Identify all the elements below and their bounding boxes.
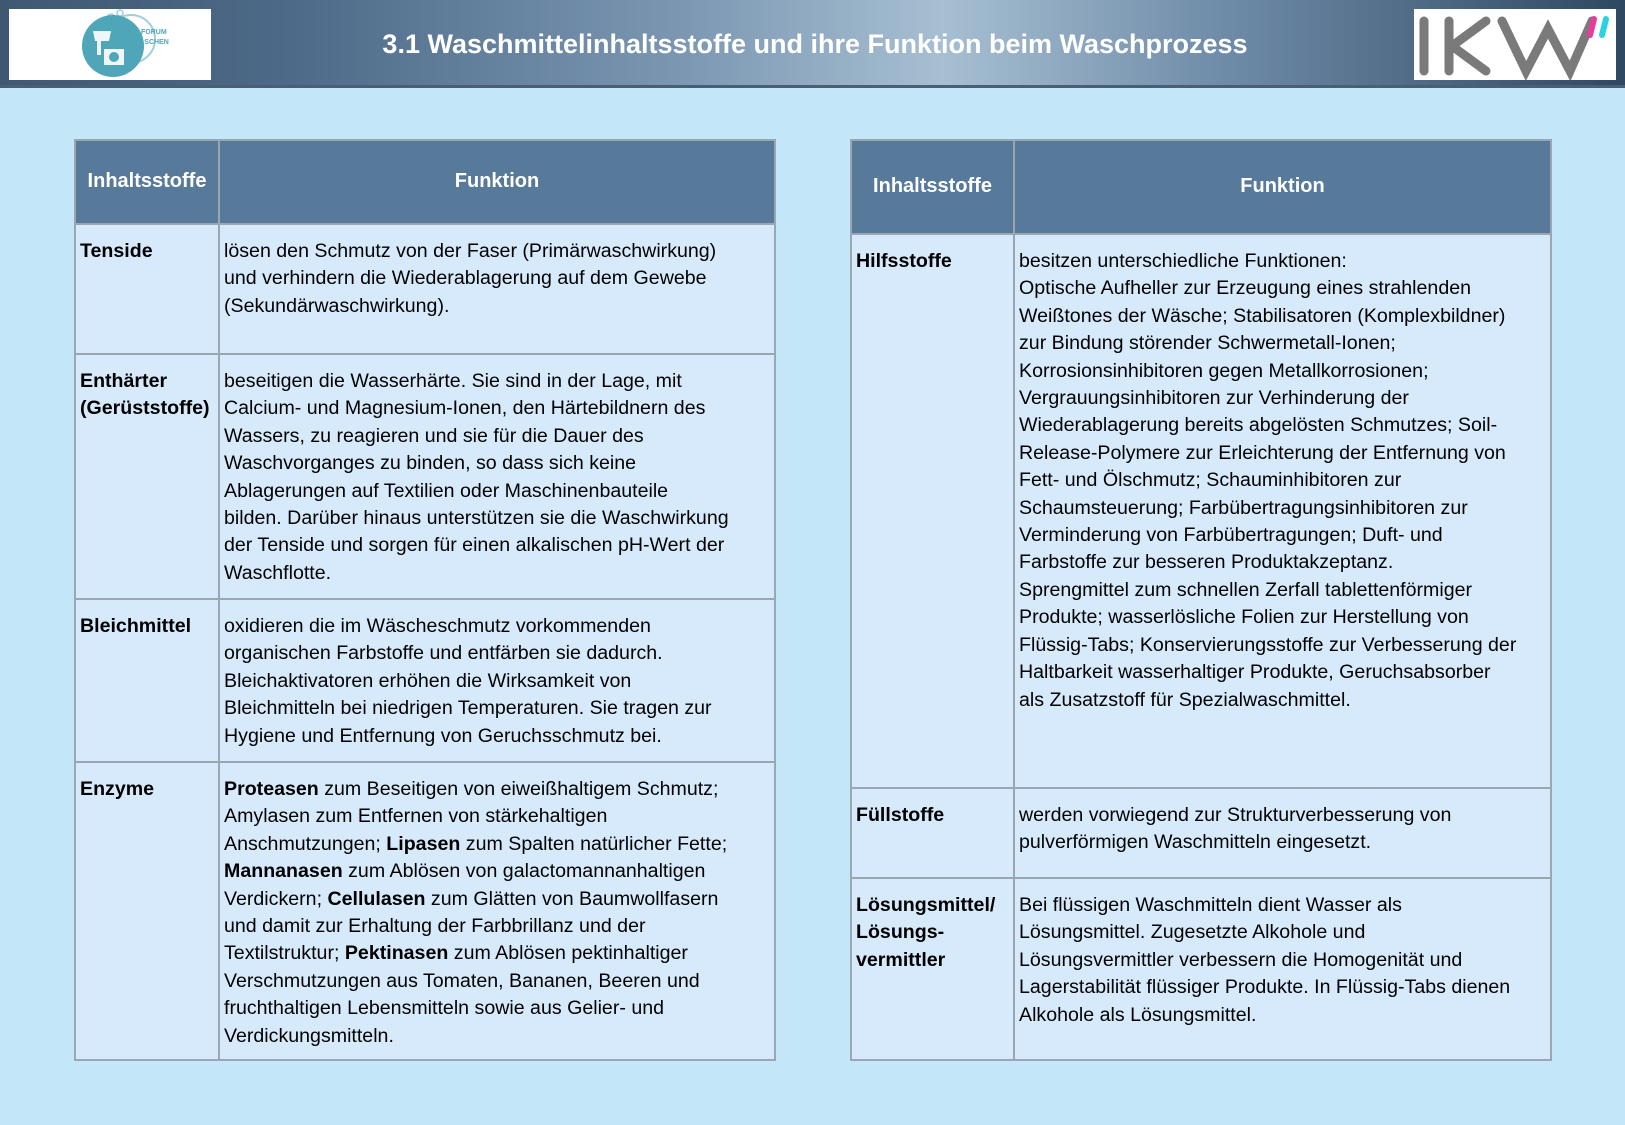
table-header-row xyxy=(75,140,775,224)
function-text-enthaerter: beseitigen die Wasserhärte. Sie sind in der Lage, mit Calcium- und Magnesium-Ionen, den Härtebildnern des Wassers, zu reagieren und sie für die Dauer des Waschvorganges zu binden, so dass sich keine Ablagerungen auf Textilien oder Maschinenbauteile bilden. Darüber hinaus unterstützen sie die Waschwirkung der Tenside und sorgen für einen alkalischen pH-Wert der Waschflotte. xyxy=(219,354,775,599)
ingredient-name-bleichmittel: Bleichmittel xyxy=(75,599,219,762)
function-text-bleichmittel: oxidieren die im Wäscheschmutz vorkommenden organischen Farbstoffe und entfärben sie dadurch. Bleichaktivatoren erhöhen die Wirksamkeit von Bleichmitteln bei niedrigen Temperaturen. Sie tragen zur Hygiene und Entfernung von Geruchsschmutz bei. xyxy=(219,599,775,762)
logo-text-forum: FORUM xyxy=(141,29,167,36)
table-row-hilfsstoffe xyxy=(851,234,1551,788)
column-header-function: Funktion xyxy=(1014,140,1551,234)
table-row-enzyme xyxy=(75,762,775,1060)
ingredient-name-loesungsmittel: Lösungsmittel/ Lösungs- vermittler xyxy=(851,878,1014,1060)
ingredient-name-fuellstoffe: Füllstoffe xyxy=(851,788,1014,878)
function-text-loesungsmittel: Bei flüssigen Waschmitteln dient Wasser als Lösungsmittel. Zugesetzte Alkohole und Lösungsvermittler verbessern die Homogenität und Lagerstabilität flüssiger Produkte. In Flüssig-Tabs dienen Alkohole als Lösungsmittel. xyxy=(1014,878,1551,1060)
table-row-bleichmittel xyxy=(75,599,775,762)
table-row-enthaerter xyxy=(75,354,775,599)
logo-text-waschen: WASCHEN xyxy=(133,39,169,46)
column-header-ingredient: Inhaltsstoffe xyxy=(851,140,1014,234)
left-ingredients-table xyxy=(74,139,776,1061)
table-row-loesungsmittel xyxy=(851,878,1551,1060)
page-title: 3.1 Waschmittelinhaltsstoffe und ihre Funktion beim Waschprozess xyxy=(382,29,1248,59)
forum-waschen-logo xyxy=(9,9,211,80)
column-header-function: Funktion xyxy=(219,140,775,224)
function-text-tenside: lösen den Schmutz von der Faser (Primärwaschwirkung) und verhindern die Wiederablagerung auf dem Gewebe (Sekundärwaschwirkung). xyxy=(219,224,775,354)
right-ingredients-table xyxy=(850,139,1552,1061)
table-row-tenside xyxy=(75,224,775,354)
ingredient-name-enzyme: Enzyme xyxy=(75,762,219,1060)
table-header-row xyxy=(851,140,1551,234)
column-header-ingredient: Inhaltsstoffe xyxy=(75,140,219,224)
ikw-logo xyxy=(1414,9,1616,80)
function-text-enzyme: Proteasen zum Beseitigen von eiweißhaltigem Schmutz; Amylasen zum Entfernen von stärkehaltigen Anschmutzungen; Lipasen zum Spalten natürlicher Fette; Mannanasen zum Ablösen von galactomannanhaltigen Verdickern; Cellulasen zum Glätten von Baumwollfasern und damit zur Erhaltung der Farbbrillanz und der Textilstruktur; Pektinasen zum Ablösen pektinhaltiger Verschmutzungen aus Tomaten, Bananen, Beeren und fruchthaltigen Lebensmitteln sowie aus Gelier- und Verdickungsmitteln. xyxy=(219,762,775,1060)
table-row-fuellstoffe xyxy=(851,788,1551,878)
ingredient-name-tenside: Tenside xyxy=(75,224,219,354)
function-text-fuellstoffe: werden vorwiegend zur Strukturverbesserung von pulverförmigen Waschmitteln eingesetzt. xyxy=(1014,788,1551,878)
forum-waschen-logo-icon xyxy=(9,9,211,80)
function-text-hilfsstoffe: besitzen unterschiedliche Funktionen: Optische Aufheller zur Erzeugung eines strahlenden Weißtones der Wäsche; Stabilisatoren (Komplexbildner) zur Bindung störender Schwermetall-Ionen; Korrosionsinhibitoren gegen Metallkorrosionen; Vergrauungsinhibitoren zur Verhinderung der Wiederablagerung bereits abgelösten Schmutzes; Soil- Release-Polymere zur Erleichterung der Entfernung von Fett- und Ölschmutz; Schauminhibitoren zur Schaumsteuerung; Farbübertragungsinhibitoren zur Verminderung von Farbübertragungen; Duft- und Farbstoffe zur besseren Produktakzeptanz. Sprengmittel zum schnellen Zerfall tablettenförmiger Produkte; wasserlösliche Folien zur Herstellung von Flüssig-Tabs; Konservierungsstoffe zur Verbesserung der Haltbarkeit wasserhaltiger Produkte, Geruchsabsorber als Zusatzstoff für Spezialwaschmittel. xyxy=(1014,234,1551,788)
header-banner xyxy=(0,0,1625,88)
ingredient-name-hilfsstoffe: Hilfsstoffe xyxy=(851,234,1014,788)
ingredient-name-enthaerter: Enthärter (Gerüststoffe) xyxy=(75,354,219,599)
ikw-logo-icon xyxy=(1414,9,1616,80)
